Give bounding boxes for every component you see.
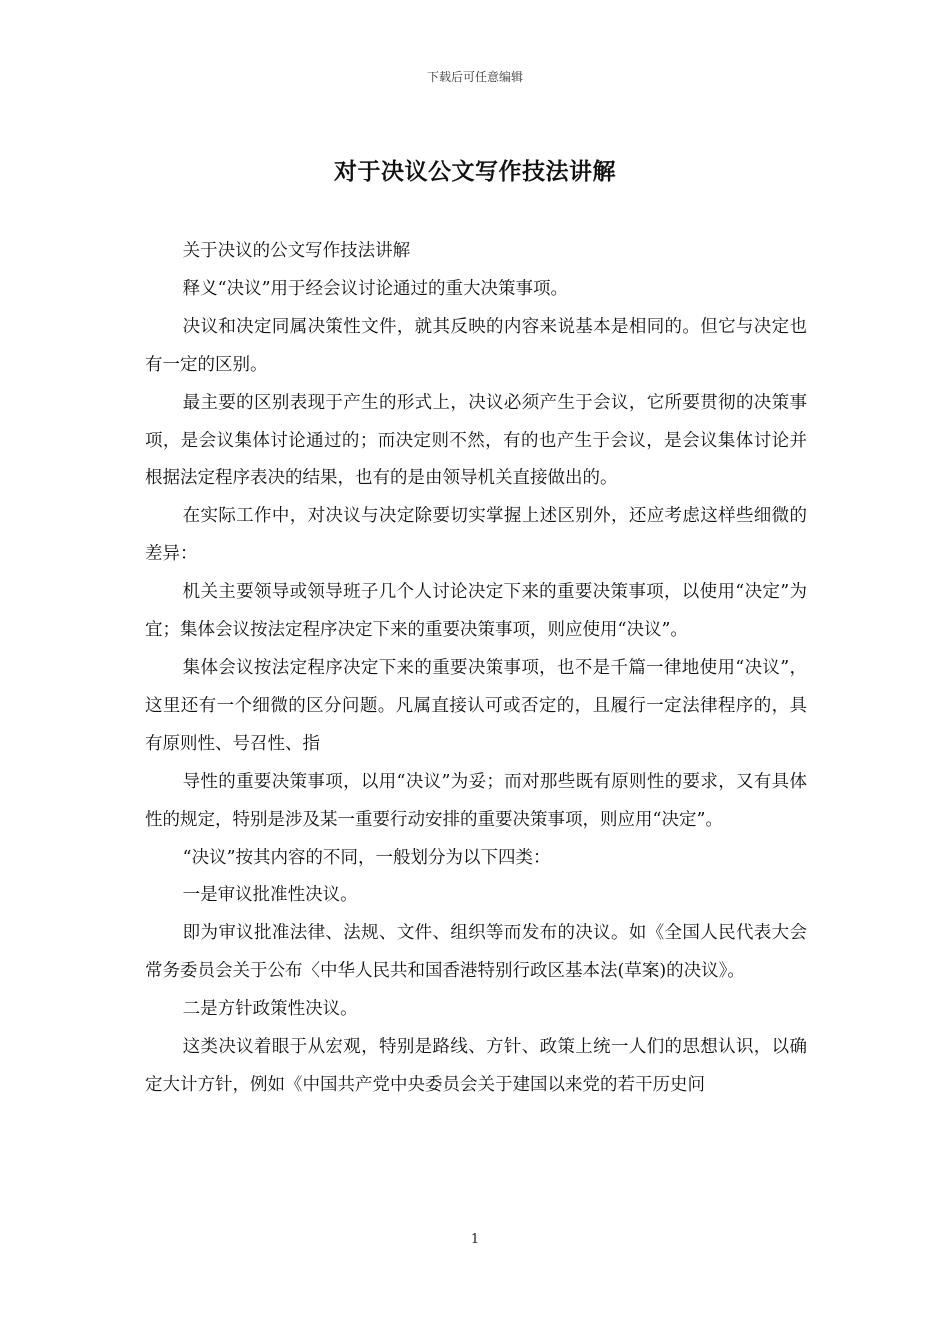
- document-body: [145, 233, 807, 1105]
- page-number: 1: [470, 1232, 480, 1247]
- paragraph: 关于决议的公文写作技法讲解: [182, 241, 411, 261]
- document-title: 对于决议公文写作技法讲解: [334, 158, 616, 185]
- paragraph: 释义“决议”用于经会议讨论通过的重大决策事项。: [182, 278, 569, 299]
- paragraph: 二是方针政策性决议。: [182, 999, 358, 1020]
- paragraph: 集体会议按法定程序决定下来的重要决策事项，也不是千篇一律地使用“决议”，这里还有一个细微的区分问题。凡属直接认可或否定的，且履行一定法律程序的，具有原则性、号召性、指: [145, 657, 807, 754]
- paragraph: 这类决议着眼于从宏观，特别是路线、方针、政策上统一人们的思想认识，以确定大计方针，例如《中国共产党中央委员会关于建国以来党的若干历史问: [145, 1037, 807, 1095]
- paragraph: 最主要的区别表现于产生的形式上，决议必须产生于会议，它所要贯彻的决策事项，是会议集体讨论通过的；而决定则不然，有的也产生于会议，是会议集体讨论并根据法定程序表决的结果，也有的是由领导机关直接做出的。: [145, 392, 807, 489]
- header-note: 下载后可任意编辑: [426, 70, 523, 84]
- paragraph: 导性的重要决策事项，以用“决议”为妥；而对那些既有原则性的要求，又有具体性的规定，特别是涉及某一重要行动安排的重要决策事项，则应用“决定”。: [145, 771, 807, 830]
- paragraph: 一是审议批准性决议。: [182, 885, 358, 906]
- paragraph: 在实际工作中，对决议与决定除要切实掌握上述区别外，还应考虑这样些细微的差异：: [145, 506, 807, 565]
- paragraph: “决议”按其内容的不同，一般划分为以下四类：: [182, 847, 551, 868]
- paragraph: 即为审议批准法律、法规、文件、组织等而发布的决议。如《全国人民代表大会常务委员会关于公布〈中华人民共和国香港特别行政区基本法(草案)的决议》。: [145, 923, 807, 982]
- paragraph: 机关主要领导或领导班子几个人讨论决定下来的重要决策事项，以使用“决定”为宜；集体会议按法定程序决定下来的重要决策事项，则应使用“决议”。: [145, 582, 807, 641]
- paragraph: 决议和决定同属决策性文件，就其反映的内容来说基本是相同的。但它与决定也有一定的区别。: [145, 316, 807, 375]
